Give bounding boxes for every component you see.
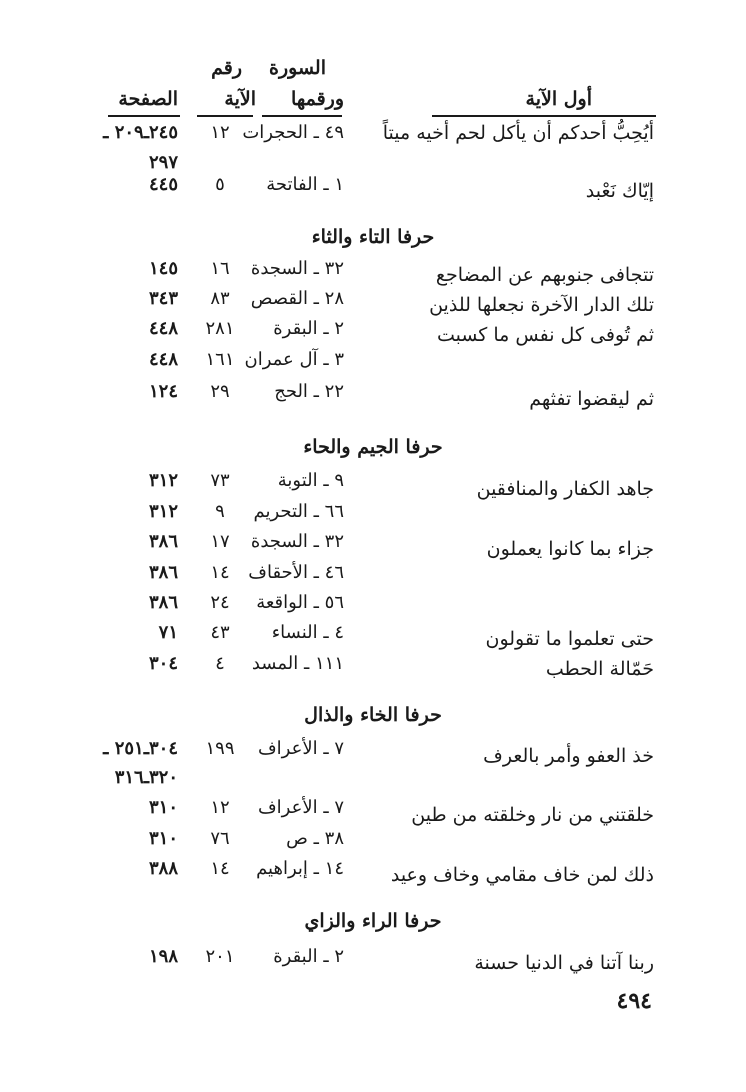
surah: ٩ ـ التوبة <box>277 470 344 491</box>
verse: ثم ليقضوا تفثهم <box>529 388 654 410</box>
surah: ٦٦ ـ التحريم <box>253 501 344 522</box>
surah: ٣٢ ـ السجدة <box>250 258 344 279</box>
verse: ثم تُوفى كل نفس ما كسبت <box>436 324 654 346</box>
surah: ١ ـ الفاتحة <box>266 174 344 195</box>
page-ref: ٣١٢ <box>148 501 178 522</box>
surah: ٣ ـ آل عمران <box>244 349 344 370</box>
header-surah-line2: ورقمها <box>291 88 344 110</box>
section-title: حرفا التاء والثاء <box>311 226 435 248</box>
surah: ٢ ـ البقرة <box>273 318 344 339</box>
ayah-number: ٧٦ <box>210 828 230 849</box>
ayah-number: ١٦١ <box>205 349 235 370</box>
verse: ربنا آتنا في الدنيا حسنة <box>474 952 654 974</box>
page-ref: ١٤٥ <box>148 258 178 279</box>
page-ref: ٣١٠ <box>148 828 178 849</box>
ayah-number: ٤ <box>215 653 225 674</box>
page-ref: ٤٤٥ <box>148 174 178 195</box>
verse: حَمّالة الحطب <box>545 658 654 680</box>
header-rule-ayah <box>197 115 253 117</box>
ayah-number: ١٢ <box>210 797 230 818</box>
page-ref: ١٢٤ <box>148 381 178 402</box>
ayah-number: ٧٣ <box>210 470 230 491</box>
section-title: حرفا الخاء والذال <box>304 704 442 726</box>
header-first-ayah: أول الآية <box>525 88 592 110</box>
ayah-number: ٤٣ <box>210 622 230 643</box>
header-rule-first-ayah <box>432 115 656 117</box>
surah: ٧ ـ الأعراف <box>258 797 344 818</box>
page-ref: ٤٤٨ <box>148 349 178 370</box>
page-ref: ١٩٨ <box>148 946 178 967</box>
ayah-number: ١٧ <box>210 531 230 552</box>
header-surah-line1: السورة <box>269 57 326 79</box>
ayah-number: ٢٤ <box>210 592 230 613</box>
verse: جزاء بما كانوا يعملون <box>486 538 654 560</box>
ayah-number: ٢٨١ <box>205 318 235 339</box>
surah: ٤ ـ النساء <box>271 622 344 643</box>
page-ref: ٧١ <box>158 622 178 643</box>
surah: ١٤ ـ إبراهيم <box>256 858 344 879</box>
surah: ٧ ـ الأعراف <box>258 738 344 759</box>
surah: ٣٨ ـ ص <box>286 828 344 849</box>
page-ref: ٣٠٤ <box>148 653 178 674</box>
verse: أيُحِبُّ أحدكم أن يأكل لحم أخيه ميتاً <box>382 122 654 144</box>
page-ref: ٣٤٣ <box>148 288 178 309</box>
ayah-number: ١٩٩ <box>205 738 235 759</box>
page-ref: ٣٨٦ <box>148 592 178 613</box>
surah: ٤٩ ـ الحجرات <box>242 122 344 143</box>
page-ref: ٣٨٦ <box>148 531 178 552</box>
verse: تلك الدار الآخرة نجعلها للذين <box>429 294 654 316</box>
verse: خلقتني من نار وخلقته من طين <box>411 804 654 826</box>
verse: ذلك لمن خاف مقامي وخاف وعيد <box>390 864 654 886</box>
surah: ٤٦ ـ الأحقاف <box>248 562 344 583</box>
page-ref: ٣٨٨ <box>148 858 178 879</box>
page-ref: ٢٩٧ <box>148 152 178 173</box>
verse: خذ العفو وأمر بالعرف <box>483 745 654 767</box>
ayah-number: ٢٩ <box>210 381 230 402</box>
ayah-number: ١٦ <box>210 258 230 279</box>
header-ayah-line1: رقم <box>211 57 242 79</box>
surah: ١١١ ـ المسد <box>251 653 344 674</box>
surah: ٥٦ ـ الواقعة <box>256 592 344 613</box>
header-page: الصفحة <box>118 88 178 110</box>
surah: ٣٢ ـ السجدة <box>250 531 344 552</box>
verse: تتجافى جنوبهم عن المضاجع <box>435 264 654 286</box>
page-ref: ٣١٢ <box>148 470 178 491</box>
header-ayah-line2: الآية <box>224 88 256 110</box>
ayah-number: ١٤ <box>210 858 230 879</box>
ayah-number: ١٤ <box>210 562 230 583</box>
header-rule-page <box>108 115 180 117</box>
page-ref: ٣١٠ <box>148 797 178 818</box>
verse: جاهد الكفار والمنافقين <box>476 478 654 500</box>
section-title: حرفا الراء والزاي <box>304 910 442 932</box>
page-number: ٤٩٤ <box>616 988 652 1014</box>
page-ref: ٣٠٤ـ٢٥١ ـ <box>103 738 178 759</box>
surah: ٢ ـ البقرة <box>273 946 344 967</box>
page-ref: ٤٤٨ <box>148 318 178 339</box>
section-title: حرفا الجيم والحاء <box>303 436 443 458</box>
header-rule-surah <box>262 115 342 117</box>
ayah-number: ٥ <box>215 174 225 195</box>
ayah-number: ٢٠١ <box>205 946 235 967</box>
ayah-number: ٩ <box>215 501 225 522</box>
ayah-number: ٨٣ <box>210 288 230 309</box>
surah: ٢٨ ـ القصص <box>250 288 344 309</box>
verse: إيّاك نَعْبد <box>585 180 654 202</box>
ayah-number: ١٢ <box>210 122 230 143</box>
page-ref: ٣٨٦ <box>148 562 178 583</box>
verse: حتى تعلموا ما تقولون <box>485 628 654 650</box>
page-ref: ٢٤٥ـ٢٠٩ ـ <box>103 122 178 143</box>
surah: ٢٢ ـ الحج <box>274 381 344 402</box>
page-ref: ٣٢٠ـ٣١٦ <box>114 767 178 788</box>
